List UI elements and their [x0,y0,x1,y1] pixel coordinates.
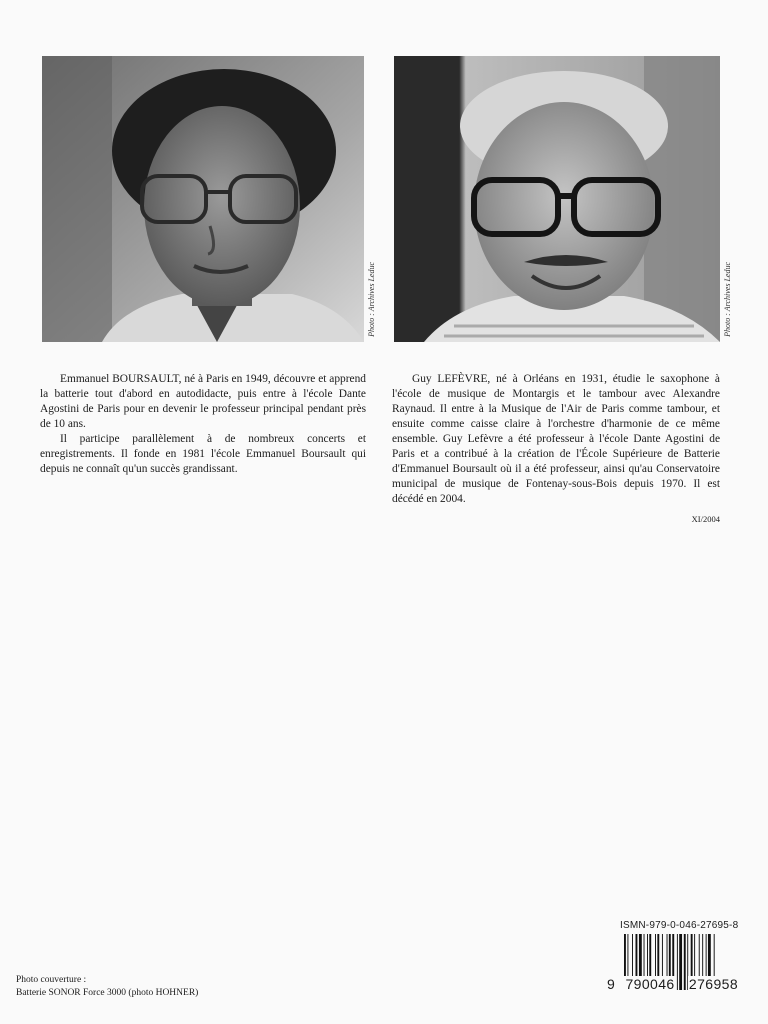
cover-photo-note [16,974,198,1000]
print-date-code: XI/2004 [691,514,720,524]
bio-paragraph: Guy LEFÈVRE, né à Orléans en 1931, étudie le saxophone à l'école de musique de Montargis et le tambour avec Alexandre Raynaud. Il entre à la Musique de l'Air de Paris comme tambour, et ensuite comme caisse claire à l'orchestre d'harmonie de ce même ensemble. Guy Lefèvre a été professeur à l'école Dante Agostini de Paris et a contribué à la création de l'École Supérieure de Batterie d'Emmanuel Boursault où il a été professeur, ainsi qu'au Conservatoire municipal de musique de Fontenay-sous-Bois depuis 1970. Il est décédé en 2004. [392,373,720,505]
barcode-group-1: 790046 [625,976,675,992]
cover-note-line: Batterie SONOR Force 3000 (photo HOHNER) [16,988,199,998]
barcode-first-digit: 9 [607,976,616,992]
cover-note-line: Photo couverture : [16,975,87,985]
barcode-digits [606,976,756,994]
photo-credit-left: Photo : Archives Leduc [367,262,376,337]
photo-credit-right: Photo : Archives Leduc [723,262,732,337]
portrait-photo-lefevre [394,56,720,342]
barcode-group-2: 276958 [688,976,739,992]
biography-lefevre [392,372,720,507]
bio-paragraph: Emmanuel BOURSAULT, né à Paris en 1949, découvre et apprend la batterie tout d'abord en autodidacte, puis entre à l'école Dante Agostini de Paris pour en devenir le professeur principal pendant près de 10 ans. [40,373,366,430]
biography-boursault [40,372,366,477]
portrait-photo-boursault [42,56,364,342]
bio-paragraph: Il participe parallèlement à de nombreux concerts et enregistrements. Il fonde en 1981 l'école Emmanuel Boursault qui depuis ne connaît qu'un succès grandissant. [40,433,366,475]
ismn-number: ISMN-979-0-046-27695-8 [620,920,739,931]
